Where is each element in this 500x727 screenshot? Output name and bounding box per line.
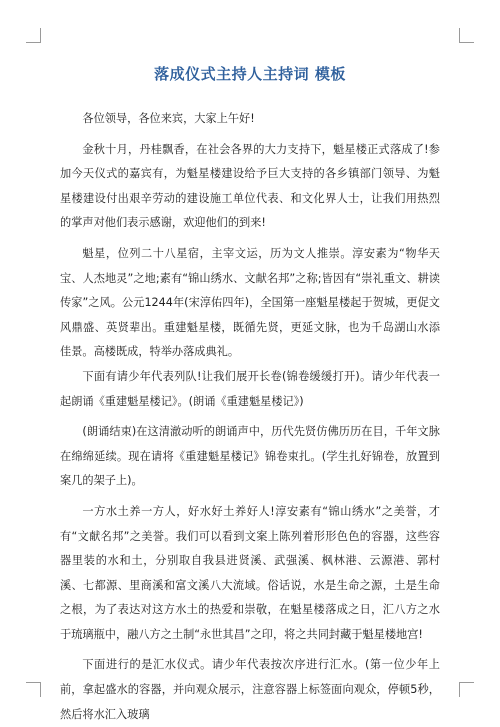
paragraph-guests: 金秋十月，丹桂飘香，在社会各界的大力支持下，魁星楼正式落成了!参加今天仪式的嘉宾有，为魁星楼建设给予巨大支持的各乡镇部门领导、为魁星楼建设付出艰辛劳动的建设施工单位代表、和文化界人士，让我们用热烈的掌声对他们表示感谢，欢迎他们的到来! [60, 142, 440, 230]
paragraph-water-soil: 一方水土养一方人，好水好土养好人!淳安素有“锦山绣水”之美誉，才有“文献名邦”之美誉。我们可以看到文案上陈列着形形色色的容器，这些容器里装的水和土，分别取自我县进贤溪、武强溪、枫林港、云源港、郭村溪、七都源、里商溪和富文溪八大流域。俗话说，水是生命之源，土是生命之根，为了表达对这方水土的热爱和崇敬，在魁星楼落成之日，汇八方之水于琉璃瓶中，融八方之土制“永世其昌”之印，将之共同封藏于魁星楼地宫! [60, 504, 440, 641]
crop-mark-top-left [26, 28, 41, 43]
crop-mark-bottom-left [26, 682, 41, 697]
document-body [60, 107, 440, 727]
paragraph-history: 魁星，位列二十八星宿，主宰文运，历为文人推崇。淳安素为“物华天宝、人杰地灵”之地;素有“锦山绣水、文献名邦”之称;皆因有“崇礼重文、耕读传家”之风。公元1244年(宋淳佑四年)，全国第一座魁星楼起于贺城，更促文风鼎盛、英贤辈出。重建魁星楼，既循先贤，更延文脉，也为千岛湖山水添佳景。高楼既成，特举办落成典礼。 [60, 246, 440, 359]
paragraph-recitation: 下面有请少年代表列队!让我们展开长卷(锦卷缓缓打开)。请少年代表一起朗诵《重建魁星楼记》。(朗诵《重建魁星楼记》) [60, 369, 440, 408]
document-title: 落成仪式主持人主持词 模板 [154, 65, 346, 83]
paragraph-greeting: 各位领导，各位来宾，大家上午好! [82, 112, 255, 125]
crop-mark-top-right [459, 28, 474, 43]
crop-mark-bottom-right [459, 682, 474, 697]
paragraph-water-ceremony: 下面进行的是汇水仪式。请少年代表按次序进行汇水。(第一位少年上前，拿起盛水的容器，并向观众展示，注意容器上标签面向观众，停顿5秒，然后将水汇入玻璃 [60, 658, 440, 721]
paragraph-scroll: (朗诵结束)在这清澈动听的朗诵声中，历代先贤仿佛历历在目，千年文脉在绵绵延续。现在请将《重建魁星楼记》锦卷束扎。(学生扎好锦卷，放置到案几的架子上)。 [60, 425, 440, 488]
